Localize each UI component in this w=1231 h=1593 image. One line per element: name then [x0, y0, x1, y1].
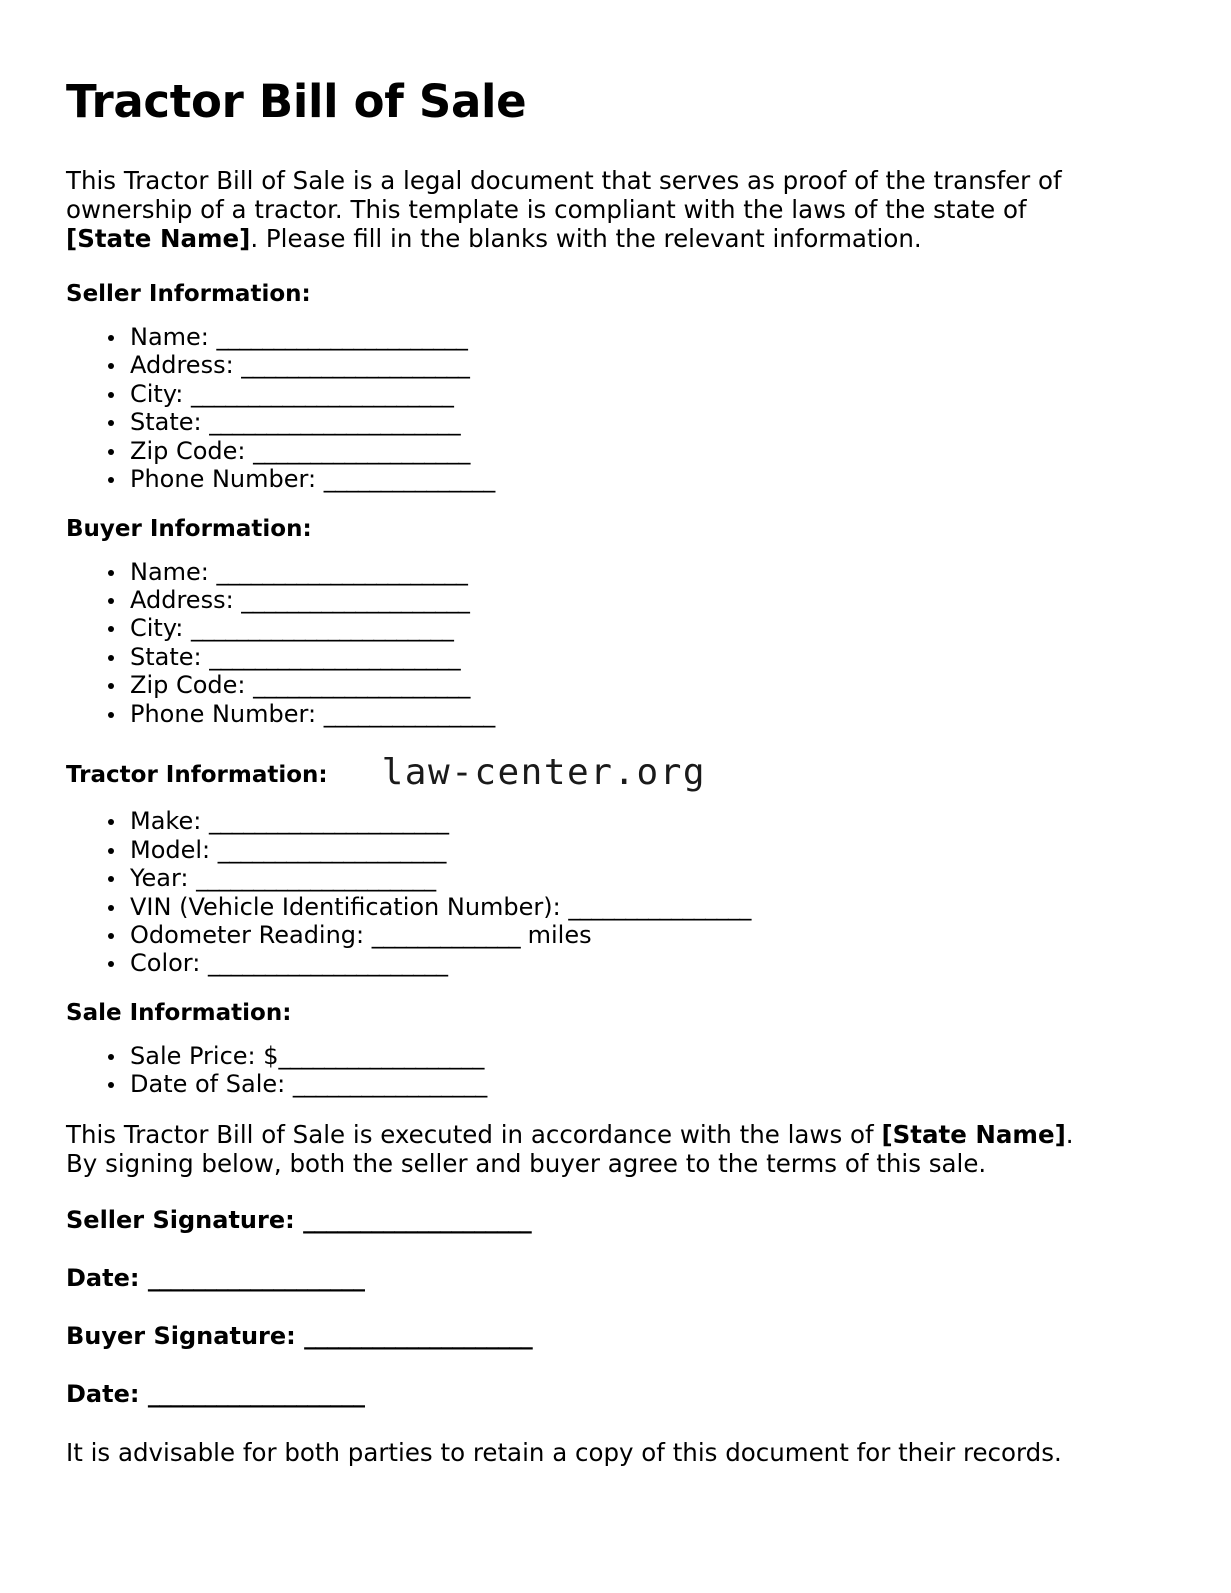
buyer-date-label: Date: [66, 1380, 148, 1409]
section-heading-buyer-information [66, 516, 1131, 542]
buyer-information-label: Buyer Information: [66, 515, 312, 542]
sale-information-label: Sale Information: [66, 999, 292, 1026]
field-blank[interactable]: _______________________ [191, 614, 454, 643]
seller-information-label: Seller Information: [66, 280, 311, 307]
execution-text-part-2: . By signing below, both the seller and buyer agree to the terms of this sale. [66, 1119, 1074, 1178]
field-seller-zip-code [66, 437, 1131, 465]
intro-text-part-1: This Tractor Bill of Sale is a legal document that serves as proof of the transfer of ownership of a tractor. This template is compliant with the laws of the state of [66, 166, 1062, 225]
field-buyer-state [66, 643, 1131, 671]
field-label: Make: [130, 807, 209, 836]
field-label: City: [130, 614, 192, 643]
field-label: Date of Sale: [130, 1070, 293, 1099]
section-heading-seller-information [66, 281, 1131, 307]
field-seller-address [66, 351, 1131, 379]
field-seller-phone-number [66, 465, 1131, 493]
field-label: Address: [130, 351, 242, 380]
field-label: State: [130, 642, 210, 671]
signature-block [66, 1206, 1131, 1409]
field-label: City: [130, 379, 192, 408]
field-buyer-address [66, 586, 1131, 614]
field-label: Zip Code: [130, 671, 254, 700]
field-buyer-name [66, 558, 1131, 586]
field-blank[interactable]: _____________________ [196, 864, 436, 893]
field-suffix-miles: miles [519, 920, 592, 949]
page-title: Tractor Bill of Sale [66, 75, 527, 128]
field-blank[interactable]: _______________________ [191, 379, 454, 408]
seller-signature-blank[interactable]: ____________________ [303, 1205, 532, 1234]
field-label: Model: [130, 835, 218, 864]
footer-note: It is advisable for both parties to retain a copy of this document for their records. [66, 1437, 1062, 1467]
intro-text-part-2: . Please fill in the blanks with the relevant information. [250, 224, 922, 254]
field-label: Name: [130, 557, 217, 586]
sale-information-field-list [66, 1042, 1131, 1099]
buyer-date-blank[interactable]: ___________________ [147, 1380, 365, 1409]
field-tractor-color [66, 949, 1131, 977]
field-tractor-make [66, 807, 1131, 835]
seller-signature-label: Seller Signature: [66, 1205, 304, 1234]
field-blank[interactable]: ____________________ [241, 586, 470, 615]
field-label: State: [130, 408, 210, 437]
seller-date-line [66, 1264, 1131, 1292]
field-label: Year: [130, 864, 197, 893]
buyer-signature-line [66, 1322, 1131, 1350]
field-label: Color: [130, 949, 208, 978]
buyer-date-line [66, 1380, 1131, 1408]
execution-text-part-1: This Tractor Bill of Sale is executed in accordance with the laws of [66, 1119, 882, 1149]
field-label: Sale Price: $ [130, 1041, 279, 1070]
seller-signature-line [66, 1206, 1131, 1234]
tractor-information-label: Tractor Information: [66, 762, 328, 789]
field-tractor-odometer-reading [66, 921, 1131, 949]
field-blank[interactable]: ______________________ [209, 408, 461, 437]
seller-date-label: Date: [66, 1263, 148, 1292]
field-label: Phone Number: [130, 699, 324, 728]
field-label: Odometer Reading: [130, 920, 372, 949]
watermark-text: law-center.org [381, 752, 707, 794]
field-blank[interactable]: _______________ [323, 465, 495, 494]
field-blank[interactable]: _____________ [371, 920, 520, 949]
field-tractor-vin [66, 893, 1131, 921]
field-blank[interactable]: _____________________ [208, 807, 449, 836]
field-blank[interactable]: ______________________ [216, 557, 468, 586]
intro-paragraph [66, 167, 1096, 254]
intro-state-placeholder: [State Name] [66, 224, 251, 254]
field-label: Name: [130, 322, 217, 351]
field-blank[interactable]: _______________ [323, 699, 495, 728]
field-buyer-phone-number [66, 700, 1131, 728]
field-seller-city [66, 380, 1131, 408]
section-heading-tractor-information [66, 750, 1131, 794]
field-tractor-model [66, 836, 1131, 864]
field-blank[interactable]: ____________________ [241, 351, 470, 380]
field-blank[interactable]: __________________ [278, 1041, 484, 1070]
field-blank[interactable]: ______________________ [209, 642, 461, 671]
field-label: Address: [130, 586, 242, 615]
field-seller-name [66, 323, 1131, 351]
section-heading-sale-information [66, 1000, 1131, 1026]
field-label: Phone Number: [130, 465, 324, 494]
buyer-information-field-list [66, 558, 1131, 729]
tractor-information-field-list [66, 807, 1131, 978]
field-buyer-city [66, 614, 1131, 642]
field-blank[interactable]: ___________________ [253, 671, 470, 700]
field-blank[interactable]: ____________________ [217, 835, 446, 864]
buyer-signature-label: Buyer Signature: [66, 1322, 305, 1351]
field-blank[interactable]: ___________________ [253, 436, 470, 465]
field-blank[interactable]: ________________ [568, 892, 751, 921]
field-date-of-sale [66, 1070, 1131, 1098]
field-blank[interactable]: _________________ [292, 1070, 487, 1099]
execution-state-placeholder: [State Name] [881, 1119, 1066, 1149]
execution-paragraph [66, 1121, 1096, 1179]
seller-information-field-list [66, 323, 1131, 494]
field-label: VIN (Vehicle Identification Number): [130, 892, 569, 921]
field-blank[interactable]: _____________________ [207, 949, 448, 978]
field-tractor-year [66, 864, 1131, 892]
buyer-signature-blank[interactable]: ____________________ [304, 1322, 533, 1351]
field-buyer-zip-code [66, 671, 1131, 699]
seller-date-blank[interactable]: ___________________ [147, 1263, 365, 1292]
field-sale-price [66, 1042, 1131, 1070]
field-seller-state [66, 408, 1131, 436]
field-label: Zip Code: [130, 436, 254, 465]
field-blank[interactable]: ______________________ [216, 322, 468, 351]
